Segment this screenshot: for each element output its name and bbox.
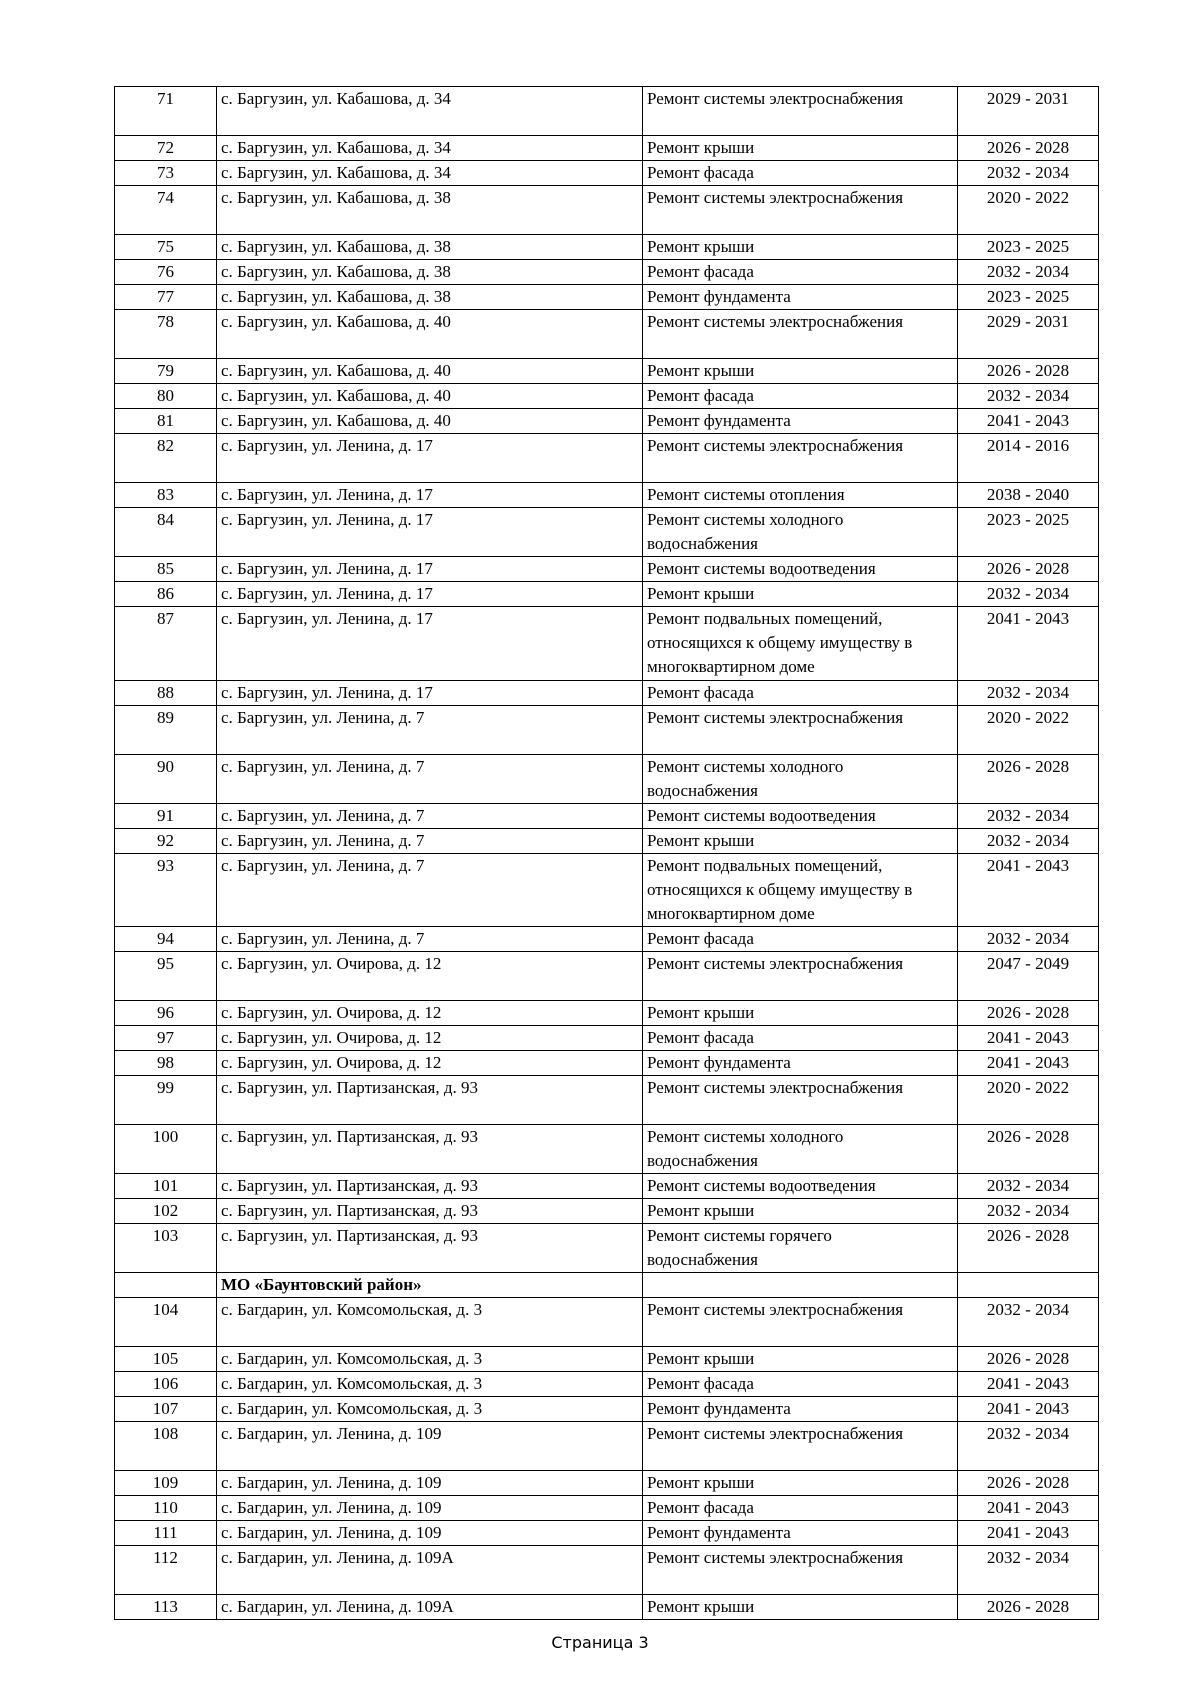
section-title-cell: МО «Баунтовский район» [217,1273,643,1298]
row-number-cell: 106 [115,1372,217,1397]
address-cell: с. Баргузин, ул. Ленина, д. 7 [217,705,643,754]
address-cell: с. Баргузин, ул. Кабашова, д. 38 [217,260,643,285]
row-number-cell: 81 [115,409,217,434]
row-number-cell: 95 [115,952,217,1001]
work-type-cell: Ремонт системы холодного водоснабжения [643,1125,958,1174]
work-type-cell: Ремонт крыши [643,582,958,607]
table-row [115,1001,1099,1026]
work-type-cell: Ремонт фасада [643,1372,958,1397]
years-cell: 2026 - 2028 [958,754,1099,803]
work-type-cell: Ремонт системы электроснабжения [643,1422,958,1471]
work-type-cell: Ремонт фундамента [643,285,958,310]
works-table [114,86,1099,1620]
page-number: Страница 3 [551,1633,649,1652]
work-type-cell: Ремонт фасада [643,260,958,285]
work-type-cell: Ремонт системы водоотведения [643,1174,958,1199]
table-row [115,87,1099,136]
table-row [115,607,1099,681]
row-number-cell: 110 [115,1496,217,1521]
row-number-cell: 75 [115,235,217,260]
row-number-cell: 94 [115,927,217,952]
years-cell: 2026 - 2028 [958,557,1099,582]
table-row [115,260,1099,285]
work-type-cell: Ремонт системы электроснабжения [643,186,958,235]
address-cell: с. Багдарин, ул. Комсомольская, д. 3 [217,1298,643,1347]
address-cell: с. Баргузин, ул. Ленина, д. 17 [217,557,643,582]
table-row [115,235,1099,260]
work-type-cell: Ремонт крыши [643,359,958,384]
row-number-cell: 108 [115,1422,217,1471]
work-type-cell: Ремонт подвальных помещений, относящихся к общему имуществу в многоквартирном доме [643,607,958,681]
table-row [115,1422,1099,1471]
work-type-cell: Ремонт крыши [643,235,958,260]
years-cell: 2032 - 2034 [958,927,1099,952]
address-cell: с. Багдарин, ул. Ленина, д. 109 [217,1422,643,1471]
table-row [115,1199,1099,1224]
work-type-cell: Ремонт системы электроснабжения [643,1546,958,1595]
years-cell: 2041 - 2043 [958,1397,1099,1422]
years-cell: 2041 - 2043 [958,853,1099,927]
table-row [115,384,1099,409]
years-cell: 2041 - 2043 [958,1051,1099,1076]
address-cell: с. Баргузин, ул. Кабашова, д. 40 [217,310,643,359]
work-type-cell: Ремонт системы водоотведения [643,803,958,828]
row-number-cell: 111 [115,1521,217,1546]
table-row [115,705,1099,754]
row-number-cell: 79 [115,359,217,384]
table-row [115,186,1099,235]
table-row [115,310,1099,359]
address-cell: с. Баргузин, ул. Партизанская, д. 93 [217,1076,643,1125]
years-cell: 2032 - 2034 [958,1298,1099,1347]
table-row [115,1496,1099,1521]
table-row [115,1397,1099,1422]
address-cell: с. Багдарин, ул. Ленина, д. 109 [217,1496,643,1521]
table-body [115,87,1099,1620]
work-type-cell: Ремонт системы электроснабжения [643,705,958,754]
address-cell: с. Баргузин, ул. Партизанская, д. 93 [217,1224,643,1273]
row-number-cell: 100 [115,1125,217,1174]
work-type-cell: Ремонт системы отопления [643,483,958,508]
address-cell: с. Баргузин, ул. Ленина, д. 7 [217,803,643,828]
row-number-cell: 71 [115,87,217,136]
table-row [115,853,1099,927]
table-row [115,1125,1099,1174]
address-cell: с. Багдарин, ул. Комсомольская, д. 3 [217,1397,643,1422]
work-type-cell: Ремонт системы водоотведения [643,557,958,582]
table-row [115,927,1099,952]
years-cell: 2032 - 2034 [958,803,1099,828]
row-number-cell: 78 [115,310,217,359]
row-number-cell: 112 [115,1546,217,1595]
table-row [115,483,1099,508]
table-row [115,1224,1099,1273]
table-row [115,680,1099,705]
work-type-cell: Ремонт крыши [643,1199,958,1224]
work-type-cell: Ремонт фасада [643,161,958,186]
row-number-cell: 107 [115,1397,217,1422]
work-type-cell: Ремонт фасада [643,680,958,705]
address-cell: с. Баргузин, ул. Кабашова, д. 40 [217,409,643,434]
work-type-cell: Ремонт фундамента [643,1521,958,1546]
row-number-cell: 102 [115,1199,217,1224]
address-cell: с. Баргузин, ул. Кабашова, д. 38 [217,186,643,235]
row-number-cell: 93 [115,853,217,927]
table-row [115,952,1099,1001]
row-number-cell: 99 [115,1076,217,1125]
row-number-cell: 89 [115,705,217,754]
table-row [115,1076,1099,1125]
row-number-cell: 85 [115,557,217,582]
years-cell: 2032 - 2034 [958,384,1099,409]
years-cell: 2041 - 2043 [958,607,1099,681]
work-type-cell: Ремонт системы электроснабжения [643,1298,958,1347]
row-number-cell: 86 [115,582,217,607]
table-row [115,1026,1099,1051]
address-cell: с. Баргузин, ул. Ленина, д. 17 [217,607,643,681]
table-row [115,1595,1099,1620]
row-number-cell: 82 [115,434,217,483]
address-cell: с. Баргузин, ул. Кабашова, д. 34 [217,87,643,136]
work-type-cell: Ремонт крыши [643,1595,958,1620]
years-cell: 2026 - 2028 [958,1595,1099,1620]
address-cell: с. Баргузин, ул. Партизанская, д. 93 [217,1125,643,1174]
work-type-cell: Ремонт системы электроснабжения [643,1076,958,1125]
work-type-cell: Ремонт системы электроснабжения [643,310,958,359]
row-number-cell: 72 [115,136,217,161]
years-cell: 2032 - 2034 [958,260,1099,285]
row-number-cell: 88 [115,680,217,705]
address-cell: с. Баргузин, ул. Кабашова, д. 38 [217,285,643,310]
table-row [115,1174,1099,1199]
years-cell: 2029 - 2031 [958,87,1099,136]
address-cell: с. Багдарин, ул. Комсомольская, д. 3 [217,1347,643,1372]
address-cell: с. Багдарин, ул. Комсомольская, д. 3 [217,1372,643,1397]
work-type-cell: Ремонт подвальных помещений, относящихся к общему имуществу в многоквартирном доме [643,853,958,927]
years-cell: 2014 - 2016 [958,434,1099,483]
years-cell: 2041 - 2043 [958,1496,1099,1521]
years-cell: 2026 - 2028 [958,1125,1099,1174]
address-cell: с. Баргузин, ул. Ленина, д. 7 [217,927,643,952]
work-type-cell: Ремонт фасада [643,1026,958,1051]
work-type-cell: Ремонт крыши [643,1471,958,1496]
years-cell: 2020 - 2022 [958,186,1099,235]
work-type-cell: Ремонт фасада [643,927,958,952]
row-number-cell: 113 [115,1595,217,1620]
table-row [115,1051,1099,1076]
table-row [115,557,1099,582]
years-cell: 2032 - 2034 [958,1546,1099,1595]
years-cell: 2041 - 2043 [958,1372,1099,1397]
years-cell: 2032 - 2034 [958,582,1099,607]
row-number-cell: 77 [115,285,217,310]
table-row [115,508,1099,557]
years-cell: 2026 - 2028 [958,359,1099,384]
row-number-cell: 76 [115,260,217,285]
years-cell: 2032 - 2034 [958,1199,1099,1224]
address-cell: с. Баргузин, ул. Ленина, д. 7 [217,754,643,803]
work-type-cell: Ремонт фасада [643,384,958,409]
address-cell: с. Баргузин, ул. Очирова, д. 12 [217,952,643,1001]
table-row [115,161,1099,186]
table-row [115,582,1099,607]
address-cell: с. Баргузин, ул. Партизанская, д. 93 [217,1174,643,1199]
years-cell: 2032 - 2034 [958,1174,1099,1199]
row-number-cell: 92 [115,828,217,853]
address-cell: с. Баргузин, ул. Партизанская, д. 93 [217,1199,643,1224]
work-type-cell: Ремонт фундамента [643,1051,958,1076]
address-cell: с. Баргузин, ул. Очирова, д. 12 [217,1001,643,1026]
address-cell: с. Баргузин, ул. Ленина, д. 7 [217,853,643,927]
work-type-cell: Ремонт системы холодного водоснабжения [643,508,958,557]
address-cell: с. Багдарин, ул. Ленина, д. 109А [217,1546,643,1595]
address-cell: с. Баргузин, ул. Кабашова, д. 34 [217,136,643,161]
address-cell: с. Баргузин, ул. Очирова, д. 12 [217,1051,643,1076]
address-cell: с. Баргузин, ул. Кабашова, д. 38 [217,235,643,260]
work-type-cell: Ремонт фундамента [643,409,958,434]
row-number-cell: 91 [115,803,217,828]
address-cell: с. Баргузин, ул. Кабашова, д. 40 [217,359,643,384]
years-cell: 2026 - 2028 [958,1001,1099,1026]
work-type-cell: Ремонт системы горячего водоснабжения [643,1224,958,1273]
row-number-cell: 80 [115,384,217,409]
work-type-cell: Ремонт системы электроснабжения [643,952,958,1001]
address-cell: с. Баргузин, ул. Ленина, д. 17 [217,582,643,607]
row-number-cell: 87 [115,607,217,681]
table-row [115,803,1099,828]
table-row [115,285,1099,310]
table-row [115,409,1099,434]
work-type-cell: Ремонт системы электроснабжения [643,434,958,483]
table-row [115,1471,1099,1496]
row-number-cell: 109 [115,1471,217,1496]
years-cell: 2032 - 2034 [958,828,1099,853]
years-cell: 2023 - 2025 [958,508,1099,557]
row-number-cell: 101 [115,1174,217,1199]
years-cell: 2023 - 2025 [958,235,1099,260]
address-cell: с. Багдарин, ул. Ленина, д. 109А [217,1595,643,1620]
address-cell: с. Баргузин, ул. Ленина, д. 17 [217,508,643,557]
years-cell: 2041 - 2043 [958,1521,1099,1546]
row-number-cell: 73 [115,161,217,186]
years-cell: 2041 - 2043 [958,1026,1099,1051]
years-cell: 2029 - 2031 [958,310,1099,359]
years-cell: 2041 - 2043 [958,409,1099,434]
years-cell: 2038 - 2040 [958,483,1099,508]
years-cell: 2026 - 2028 [958,1224,1099,1273]
row-number-cell [115,1273,217,1298]
table-row [115,434,1099,483]
row-number-cell: 74 [115,186,217,235]
row-number-cell: 104 [115,1298,217,1347]
work-type-cell: Ремонт крыши [643,828,958,853]
work-type-cell: Ремонт фундамента [643,1397,958,1422]
address-cell: с. Багдарин, ул. Ленина, д. 109 [217,1521,643,1546]
years-cell: 2032 - 2034 [958,161,1099,186]
table-row [115,828,1099,853]
years-cell: 2032 - 2034 [958,1422,1099,1471]
work-type-cell: Ремонт крыши [643,136,958,161]
table-row [115,1347,1099,1372]
row-number-cell: 83 [115,483,217,508]
address-cell: с. Баргузин, ул. Ленина, д. 17 [217,680,643,705]
table-row [115,1546,1099,1595]
years-cell: 2032 - 2034 [958,680,1099,705]
address-cell: с. Багдарин, ул. Ленина, д. 109 [217,1471,643,1496]
years-cell [958,1273,1099,1298]
row-number-cell: 98 [115,1051,217,1076]
address-cell: с. Баргузин, ул. Кабашова, д. 40 [217,384,643,409]
table-row [115,1298,1099,1347]
table-row [115,136,1099,161]
address-cell: с. Баргузин, ул. Ленина, д. 17 [217,483,643,508]
row-number-cell: 96 [115,1001,217,1026]
table-row [115,1521,1099,1546]
years-cell: 2026 - 2028 [958,136,1099,161]
table-row [115,359,1099,384]
address-cell: с. Баргузин, ул. Очирова, д. 12 [217,1026,643,1051]
section-header-row [115,1273,1099,1298]
work-type-cell [643,1273,958,1298]
work-type-cell: Ремонт системы холодного водоснабжения [643,754,958,803]
table-row [115,1372,1099,1397]
work-type-cell: Ремонт крыши [643,1347,958,1372]
years-cell: 2020 - 2022 [958,705,1099,754]
row-number-cell: 84 [115,508,217,557]
table-row [115,754,1099,803]
years-cell: 2026 - 2028 [958,1471,1099,1496]
work-type-cell: Ремонт крыши [643,1001,958,1026]
address-cell: с. Баргузин, ул. Кабашова, д. 34 [217,161,643,186]
years-cell: 2026 - 2028 [958,1347,1099,1372]
row-number-cell: 105 [115,1347,217,1372]
years-cell: 2047 - 2049 [958,952,1099,1001]
row-number-cell: 103 [115,1224,217,1273]
row-number-cell: 90 [115,754,217,803]
work-type-cell: Ремонт системы электроснабжения [643,87,958,136]
years-cell: 2023 - 2025 [958,285,1099,310]
years-cell: 2020 - 2022 [958,1076,1099,1125]
work-type-cell: Ремонт фасада [643,1496,958,1521]
row-number-cell: 97 [115,1026,217,1051]
address-cell: с. Баргузин, ул. Ленина, д. 7 [217,828,643,853]
address-cell: с. Баргузин, ул. Ленина, д. 17 [217,434,643,483]
